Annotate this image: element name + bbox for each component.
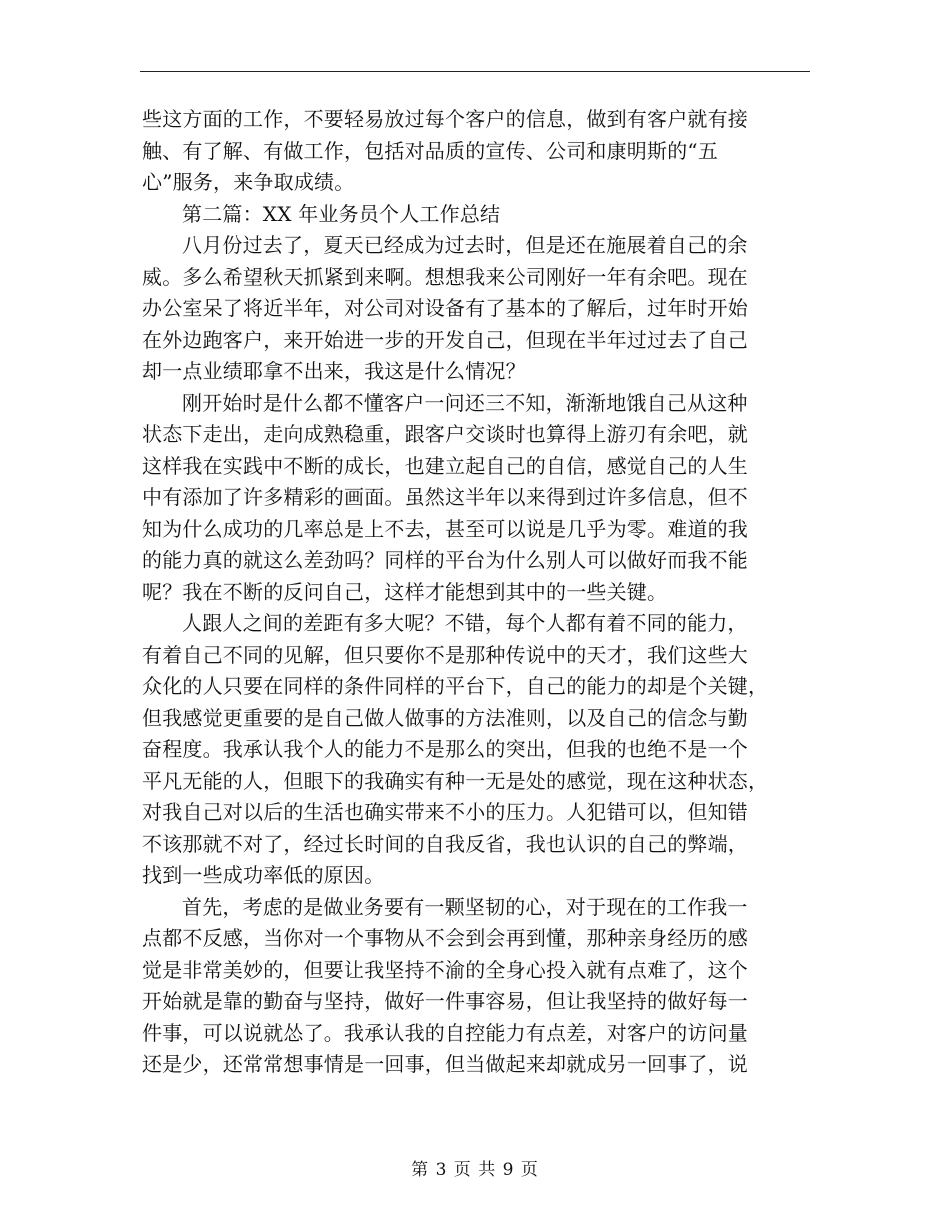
text-line: 众化的人只要在同样的条件同样的平台下，自己的能力的却是个关键， <box>142 674 769 698</box>
text-line: 件事，可以说就怂了。我承认我的自控能力有点差，对客户的访问量 <box>142 1020 748 1045</box>
text-line: 知为什么成功的几率总是上不去，甚至可以说是几乎为零。难道的我 <box>142 516 748 541</box>
text-line: 触、有了解、有做工作，包括对品质的宣传、公司和康明斯的“五 <box>142 138 719 163</box>
text-line: 心”服务，来争取成绩。 <box>142 170 355 194</box>
text-line: 奋程度。我承认我个人的能力不是那么的突出，但我的也绝不是一个 <box>142 737 748 761</box>
text-line: 还是少，还常常想事情是一回事，但当做起来却就成另一回事了，说 <box>142 1052 748 1076</box>
text-line: 威。多么希望秋天抓紧到来啊。想想我来公司刚好一年有余吧。现在 <box>142 264 748 289</box>
text-line: 状态下走出，走向成熟稳重，跟客户交谈时也算得上游刃有余吧，就 <box>142 422 748 446</box>
text-line: 人跟人之间的差距有多大呢？不错，每个人都有着不同的能力， <box>182 611 748 635</box>
text-line: 平凡无能的人，但眼下的我确实有种一无是处的感觉，现在这种状态， <box>142 768 769 793</box>
text-line: 在外边跑客户，来开始进一步的开发自己，但现在半年过过去了自己 <box>142 327 748 352</box>
text-line: 却一点业绩耶拿不出来，我这是什么情况？ <box>142 359 526 383</box>
text-line: 开始就是靠的勤奋与坚持，做好一件事容易，但让我坚持的做好每一 <box>142 989 748 1013</box>
text-line: 但我感觉更重要的是自己做人做事的方法准则，以及自己的信念与勤 <box>142 705 748 730</box>
text-line: 点都不反感，当你对一个事物从不会到会再到懂，那种亲身经历的感 <box>142 926 748 950</box>
text-line: 办公室呆了将近半年，对公司对设备有了基本的了解后，过年时开始 <box>142 296 748 320</box>
text-line: 些这方面的工作，不要轻易放过每个客户的信息，做到有客户就有接 <box>142 107 748 131</box>
text-line: 中有添加了许多精彩的画面。虽然这半年以来得到过许多信息，但不 <box>142 485 748 509</box>
header-rule <box>140 71 810 72</box>
text-line: 觉是非常美妙的，但要让我坚持不渝的全身心投入就有点难了，这个 <box>142 957 748 982</box>
document-body <box>142 104 802 1081</box>
page-footer: 第 3 页 共 9 页 <box>411 1160 539 1180</box>
text-line: 有着自己不同的见解，但只要你不是那种传说中的天才，我们这些大 <box>142 642 748 667</box>
text-line: 不该那就不对了，经过长时间的自我反省，我也认识的自己的弊端， <box>142 831 748 856</box>
text-line: 八月份过去了，夏天已经成为过去时，但是还在施展着自己的余 <box>182 233 748 257</box>
text-line: 这样我在实践中不断的成长，也建立起自己的自信，感觉自己的人生 <box>142 453 748 478</box>
text-line: 对我自己对以后的生活也确实带来不小的压力。人犯错可以，但知错 <box>142 800 748 824</box>
text-line: 第二篇：XX 年业务员个人工作总结 <box>182 201 501 226</box>
text-line: 找到一些成功率低的原因。 <box>142 863 385 887</box>
text-line: 呢？我在不断的反问自己，这样才能想到其中的一些关键。 <box>142 579 668 604</box>
text-line: 刚开始时是什么都不懂客户一问还三不知，渐渐地饿自己从这种 <box>182 390 748 415</box>
text-line: 首先，考虑的是做业务要有一颗坚韧的心，对于现在的工作我一 <box>182 894 748 919</box>
text-line: 的能力真的就这么差劲吗？同样的平台为什么别人可以做好而我不能 <box>142 548 748 572</box>
